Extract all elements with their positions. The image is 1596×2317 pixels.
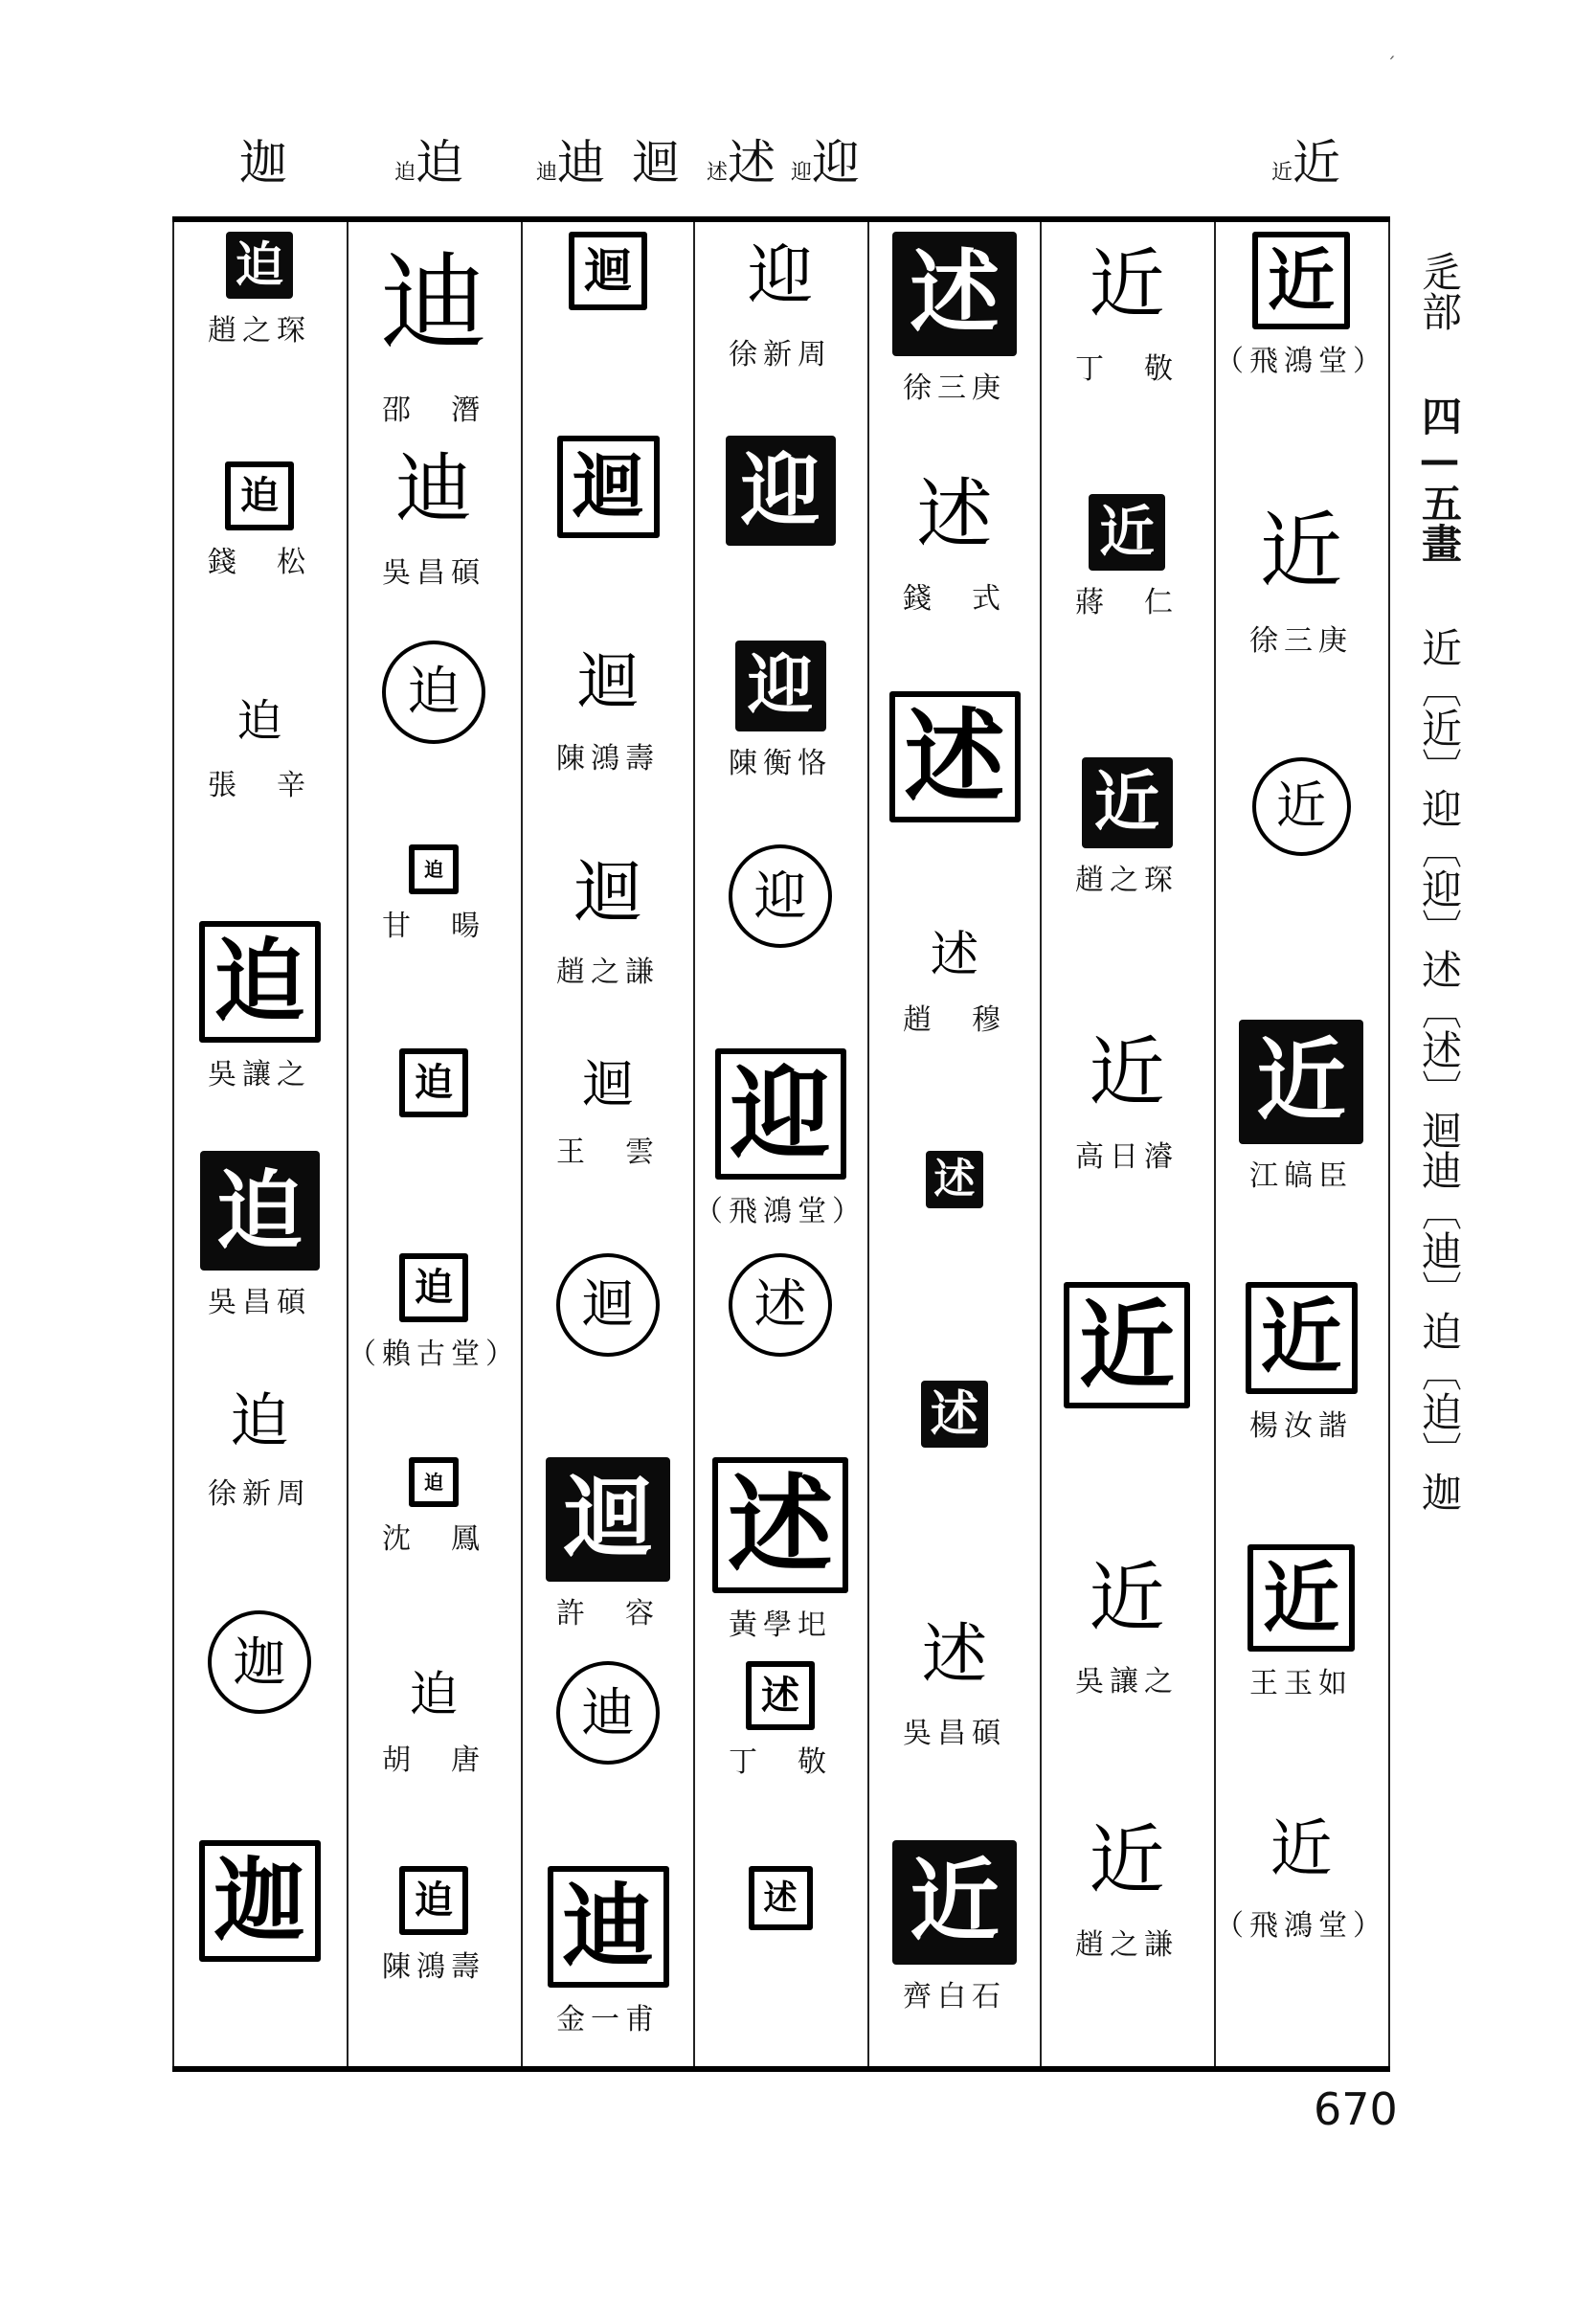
seal-entry (174, 691, 345, 803)
seal-entry (174, 921, 345, 1092)
seal-column (695, 222, 865, 2066)
seal-impression: 述 (746, 1661, 815, 1730)
seal-caption: 吳讓之 (208, 1058, 311, 1091)
header-char-jia (239, 134, 287, 191)
seal-impression: 述 (921, 1381, 988, 1448)
seal-impression: 迪 (395, 443, 472, 533)
seal-entry (348, 1048, 519, 1117)
seal-entry (869, 921, 1040, 1038)
seal-impression: 迴 (557, 436, 660, 538)
seal-entry (523, 1457, 693, 1631)
seal-caption: 甘 暘 (382, 910, 485, 943)
seal-impression: 迴 (546, 1457, 670, 1582)
seal-entry (695, 844, 865, 948)
seal-entry (1042, 757, 1212, 898)
seal-entry (348, 1253, 519, 1372)
seal-caption: 金一甫 (556, 2002, 660, 2036)
header-char-shu (707, 134, 776, 202)
header-small: 迎 (791, 161, 813, 185)
seal-caption: 邵 潛 (382, 394, 485, 428)
seal-caption: 張 辛 (208, 769, 311, 802)
seal-entry (1216, 232, 1386, 379)
seal-caption: 徐新周 (729, 338, 832, 371)
header-char-jin (1271, 134, 1340, 202)
seal-entry (869, 461, 1040, 617)
seal-impression: 迫 (409, 844, 459, 894)
side-chars: 近〔近〕迎〔迎〕述〔述〕迴迪〔迪〕迫〔迫〕迦 (1416, 627, 1463, 1512)
seal-caption: 沈 鳳 (382, 1522, 485, 1556)
seal-caption: 趙之謙 (556, 956, 660, 989)
seal-impression: 迫 (409, 1666, 459, 1723)
header-main: 迎 (812, 135, 861, 191)
seal-impression: 近 (892, 1840, 1017, 1965)
table-bottom-rule (172, 2066, 1390, 2072)
seal-caption: 陳鴻壽 (556, 741, 660, 776)
seal-entry (174, 232, 345, 349)
seal-entry (869, 1381, 1040, 1448)
seal-entry (1042, 1808, 1212, 1963)
seal-entry (695, 1048, 865, 1229)
seal-column (523, 222, 693, 2066)
header-char-ying (791, 134, 860, 202)
side-index (1404, 251, 1461, 1512)
seal-impression: 迎 (735, 641, 826, 731)
header-small: 迪 (536, 161, 558, 185)
seal-entry (869, 1151, 1040, 1208)
seal-impression: 迫 (399, 1866, 468, 1935)
seal-entry (1042, 1544, 1212, 1699)
seal-entry (869, 1840, 1040, 2014)
seal-impression: 迴 (569, 232, 647, 310)
seal-caption: 王 雲 (556, 1136, 660, 1170)
seal-impression: 迎 (747, 238, 814, 315)
seal-caption: （賴古堂） (348, 1337, 520, 1371)
header-main: 迦 (239, 135, 287, 191)
seal-entry (523, 232, 693, 310)
seal-column (348, 222, 519, 2066)
seal-impression: 述 (916, 469, 993, 559)
seal-impression: 近 (1270, 1813, 1333, 1886)
seal-caption: 趙之琛 (1075, 863, 1179, 897)
seal-entry (523, 1048, 693, 1170)
seal-impression: 迫 (399, 1253, 468, 1322)
seal-impression: 近 (1089, 1027, 1165, 1117)
scan-speck: ˊ (1386, 53, 1396, 76)
seal-entry (348, 641, 519, 744)
seal-entry (1042, 1020, 1212, 1175)
seal-impression: 迦 (208, 1610, 311, 1714)
seal-entry (174, 1151, 345, 1320)
seal-impression: 迫 (382, 641, 485, 744)
seal-entry (695, 1661, 865, 1780)
seal-impression: 近 (1064, 1282, 1190, 1408)
seal-caption: 錢 式 (903, 582, 1006, 616)
seal-caption: 楊汝諧 (1249, 1409, 1353, 1444)
seal-impression: 述 (749, 1866, 813, 1930)
seal-entry (869, 232, 1040, 406)
seal-impression: 迪 (556, 1661, 660, 1765)
seal-column (174, 222, 345, 2066)
seal-entry (1216, 1544, 1386, 1701)
column-divider (1388, 222, 1390, 2066)
seal-entry (695, 1253, 865, 1357)
seal-caption: 徐新周 (208, 1477, 311, 1511)
seal-impression: 述 (930, 925, 979, 982)
seal-caption: 趙 穆 (903, 1003, 1006, 1037)
seal-impression: 迪 (380, 243, 487, 367)
header-small: 述 (707, 161, 729, 185)
seal-impression: 近 (1089, 1815, 1165, 1905)
seal-entry (174, 1840, 345, 1962)
header-main: 近 (1293, 135, 1341, 191)
seal-caption: 趙之謙 (1075, 1927, 1179, 1962)
header-main: 迪 (557, 135, 606, 191)
seal-column (1216, 222, 1386, 2066)
seal-column (869, 222, 1040, 2066)
seal-entry (695, 1457, 865, 1643)
seal-impression: 迫 (230, 1386, 289, 1455)
seal-caption: 齊白石 (903, 1980, 1006, 2013)
header-small: 近 (1271, 161, 1293, 185)
seal-entry (695, 436, 865, 546)
seal-caption: 丁 敬 (729, 1745, 832, 1780)
seal-impression: 迴 (576, 646, 640, 719)
header-main: 迴 (632, 135, 680, 191)
seal-impression: 迫 (226, 232, 293, 299)
seal-entry (348, 1866, 519, 1985)
seal-caption: 江皜臣 (1249, 1158, 1353, 1193)
seal-impression: 近 (1248, 1544, 1355, 1652)
seal-caption: 丁 敬 (1075, 352, 1179, 386)
seal-impression: 近 (1082, 757, 1173, 848)
seal-impression: 近 (1089, 239, 1165, 329)
seal-entry (348, 232, 519, 428)
seal-caption: 吳讓之 (1075, 1665, 1179, 1699)
seal-impression: 迦 (199, 1840, 321, 1962)
seal-entry (523, 844, 693, 990)
seal-impression: 迫 (199, 921, 321, 1043)
seal-impression: 近 (1246, 1282, 1358, 1394)
seal-entry (1042, 494, 1212, 620)
seal-entry (695, 232, 865, 372)
seal-impression: 述 (712, 1457, 848, 1593)
seal-entry (348, 1457, 519, 1557)
seal-impression: 述 (926, 1151, 983, 1208)
seal-impression: 迴 (573, 852, 642, 933)
seal-impression: 迫 (225, 461, 294, 530)
seal-impression: 迴 (556, 1253, 660, 1357)
seal-caption: 黃學圯 (729, 1608, 832, 1642)
header-char-po (394, 134, 463, 202)
seal-entry (523, 1661, 693, 1765)
seal-caption: 王玉如 (1249, 1667, 1353, 1701)
seal-entry (348, 844, 519, 944)
seal-caption: 陳衡恪 (729, 746, 832, 780)
side-radical: 辵部 (1416, 251, 1463, 331)
seal-impression: 迎 (726, 436, 836, 546)
seal-impression: 迫 (236, 696, 282, 749)
seal-impression: 近 (1259, 504, 1343, 600)
seal-caption: 蔣 仁 (1075, 586, 1179, 620)
seal-entry (174, 1610, 345, 1714)
seal-entry (695, 1866, 865, 1930)
seal-entry (348, 1661, 519, 1778)
seal-entry (869, 1610, 1040, 1751)
seal-entry (695, 641, 865, 781)
seal-entry (1216, 1808, 1386, 1944)
seal-entry (1216, 1282, 1386, 1444)
header-char-hui (632, 134, 680, 191)
seal-caption: 吳昌碩 (382, 556, 485, 591)
seal-impression: 迎 (715, 1048, 846, 1180)
seal-caption: （飛鴻堂） (1215, 345, 1387, 378)
seal-column (1042, 222, 1212, 2066)
seal-impression: 近 (1252, 757, 1351, 856)
seal-entry (523, 1866, 693, 2037)
header-char-di (536, 134, 605, 202)
seal-caption: （飛鴻堂） (1215, 1908, 1387, 1943)
seal-entry (523, 641, 693, 776)
seal-caption: 高日濬 (1075, 1139, 1179, 1174)
seal-impression: 迪 (548, 1866, 669, 1988)
seal-impression: 述 (729, 1253, 832, 1357)
seal-caption: 吳昌碩 (903, 1717, 1006, 1750)
seal-entry (523, 436, 693, 538)
seal-entry (1216, 494, 1386, 659)
page-number: 670 (1314, 2083, 1398, 2135)
seal-entry (348, 436, 519, 591)
seal-entry (1216, 1020, 1386, 1194)
seal-impression: 述 (921, 1617, 988, 1694)
seal-impression: 近 (1089, 494, 1165, 571)
seal-entry (1042, 232, 1212, 387)
header-small: 迫 (394, 161, 416, 185)
seal-impression: 述 (892, 232, 1017, 356)
seal-impression: 近 (1252, 232, 1350, 329)
seal-entry (174, 461, 345, 580)
seal-entry (523, 1253, 693, 1357)
seal-caption: （飛鴻堂） (694, 1195, 866, 1229)
seal-entry (174, 1381, 345, 1512)
seal-entry (1216, 757, 1386, 856)
seal-impression: 迫 (399, 1048, 468, 1117)
seal-entry (1042, 1282, 1212, 1408)
seal-caption: 許 容 (556, 1597, 660, 1631)
seal-impression: 近 (1089, 1552, 1165, 1642)
seal-impression: 迫 (200, 1151, 320, 1271)
seal-impression: 述 (889, 691, 1021, 822)
seal-caption: 胡 唐 (382, 1743, 485, 1778)
seal-caption: 趙之琛 (208, 314, 311, 348)
seal-impression: 迫 (409, 1457, 459, 1507)
seal-caption: 吳昌碩 (208, 1286, 311, 1319)
side-strokes: 四—五畫 (1416, 395, 1463, 563)
header-main: 迫 (416, 135, 464, 191)
seal-entry (869, 691, 1040, 822)
seal-impression: 迎 (729, 844, 832, 948)
seal-caption: 徐三庚 (903, 371, 1006, 405)
header-main: 述 (728, 135, 776, 191)
seal-caption: 徐三庚 (1249, 624, 1353, 659)
seal-impression: 近 (1239, 1020, 1363, 1144)
seal-impression: 迴 (582, 1053, 634, 1114)
seal-caption: 陳鴻壽 (382, 1949, 485, 1984)
seal-caption: 錢 松 (208, 546, 311, 579)
